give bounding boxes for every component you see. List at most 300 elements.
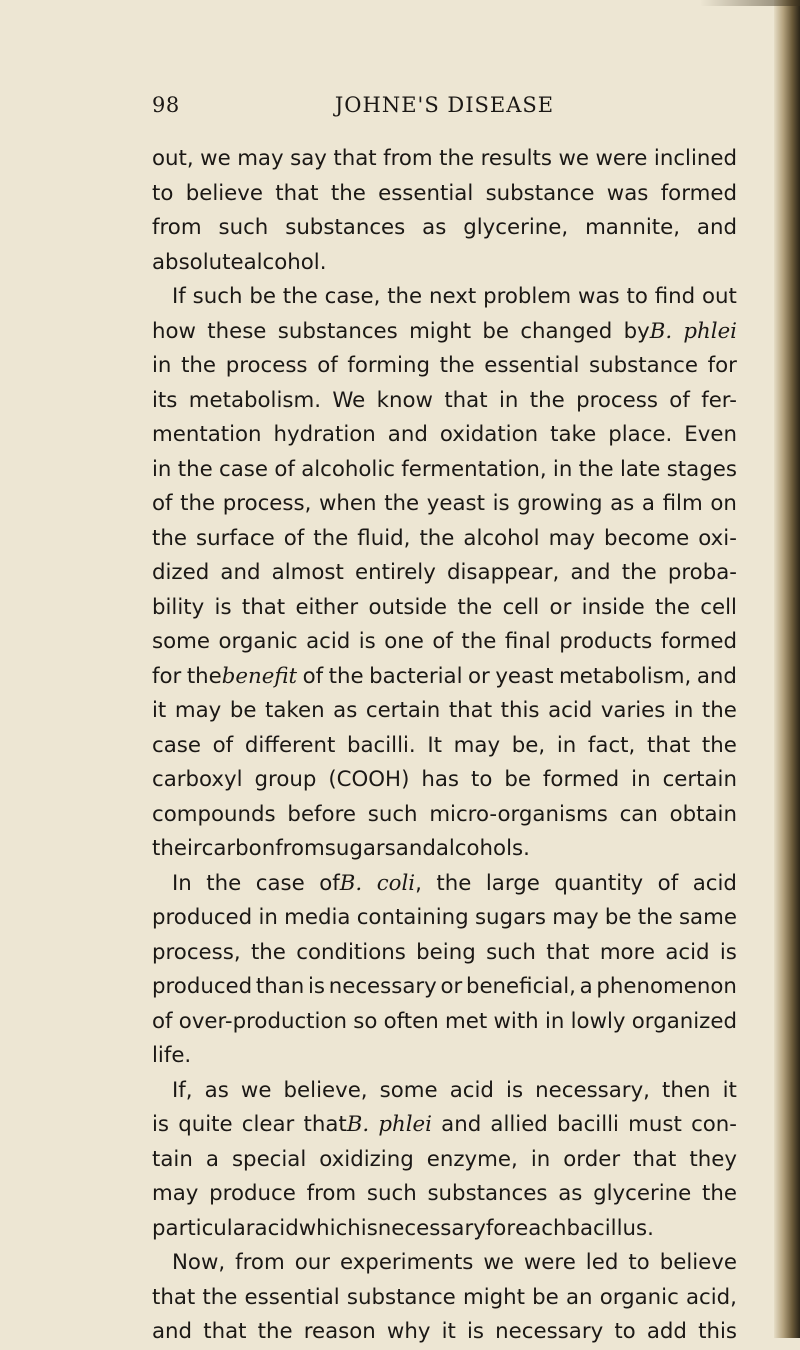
word: produced <box>152 974 253 999</box>
word: problem <box>483 284 572 309</box>
word: believe, <box>283 1077 368 1103</box>
word: in <box>152 456 172 482</box>
word: oxidation <box>439 422 539 447</box>
word: carboxyl <box>152 767 243 792</box>
word: cell <box>502 594 540 620</box>
word: oxi- <box>698 525 737 551</box>
word: we <box>483 1250 514 1275</box>
word: quite <box>178 1112 233 1137</box>
word: the <box>621 560 657 585</box>
word: alcohol <box>463 525 540 551</box>
word: that <box>241 594 286 620</box>
word: in <box>631 767 651 792</box>
word: from <box>152 215 202 240</box>
word: has <box>421 767 459 792</box>
word: organic <box>599 1284 679 1310</box>
text-line <box>152 832 737 867</box>
text-line <box>152 522 737 557</box>
word: of <box>302 663 324 689</box>
word: reason <box>303 1319 376 1344</box>
word: or <box>440 974 463 999</box>
word: such <box>367 801 418 827</box>
word: as <box>204 1077 229 1103</box>
word: alcoholic <box>301 456 395 482</box>
word: how <box>152 318 196 344</box>
word: same <box>678 905 737 930</box>
word: beneficial, <box>465 974 576 999</box>
word: bacilli. <box>346 732 416 758</box>
word: or <box>549 594 572 620</box>
text-line <box>152 211 737 246</box>
word: that <box>275 180 319 206</box>
word: cell <box>700 594 737 620</box>
word: is <box>719 939 737 965</box>
word: sugars <box>474 905 546 930</box>
word: from <box>275 836 325 861</box>
word: necessary, <box>535 1077 650 1103</box>
text-line <box>152 729 737 764</box>
word: is <box>360 1215 378 1241</box>
word: be <box>229 698 257 723</box>
text-line <box>152 315 737 350</box>
word: phenomenon <box>596 974 737 999</box>
word: it <box>722 1077 737 1103</box>
word: in <box>258 905 278 930</box>
word: is <box>358 629 376 654</box>
word: sugars <box>324 836 396 861</box>
word: the <box>655 594 690 620</box>
word: may <box>174 698 222 723</box>
word: that <box>633 1146 677 1172</box>
word: than <box>255 974 305 999</box>
word: were <box>595 146 648 171</box>
word: alcohol. <box>243 249 327 275</box>
word: the <box>701 698 737 723</box>
word: dized <box>152 560 210 585</box>
word: either <box>295 594 359 620</box>
word: some <box>152 629 210 654</box>
word: compounds <box>152 801 276 827</box>
text-line <box>152 280 737 315</box>
word: it <box>441 1319 456 1344</box>
word: order <box>563 1146 621 1172</box>
word: so <box>353 1008 378 1034</box>
word: formed <box>660 180 737 206</box>
word: these <box>207 318 267 344</box>
word: the <box>436 870 472 896</box>
word: containing <box>356 905 469 930</box>
word: substances <box>285 215 406 240</box>
word: the <box>202 1284 238 1310</box>
word: the <box>330 180 366 206</box>
word: process, <box>222 491 312 516</box>
word: must <box>628 1112 682 1137</box>
word: varies <box>600 698 666 723</box>
word: and <box>220 560 261 585</box>
word: mannite, <box>585 215 680 240</box>
word: disappear, <box>447 560 560 585</box>
word: necessary <box>328 974 437 999</box>
word: yeast <box>495 663 554 689</box>
word: the <box>282 284 318 309</box>
word: to <box>626 284 648 309</box>
word: next <box>429 284 477 309</box>
word: the <box>457 594 493 620</box>
word: clear <box>241 1112 295 1137</box>
word: In <box>172 870 192 896</box>
word: certain <box>365 698 441 723</box>
word: in <box>552 456 573 482</box>
word: they <box>689 1146 737 1172</box>
word: is <box>492 491 510 516</box>
word: on <box>710 491 737 516</box>
word: results <box>480 146 552 171</box>
word: and <box>570 560 611 585</box>
word: or <box>468 663 490 689</box>
word: we <box>240 1077 272 1103</box>
word: hydration <box>273 422 376 447</box>
word: byB. <box>623 318 673 344</box>
word: a <box>579 974 593 999</box>
word: might <box>409 318 472 344</box>
word: essential <box>244 1284 340 1310</box>
word: substances <box>427 1181 548 1206</box>
word: in <box>556 732 577 758</box>
word: stages <box>666 456 737 482</box>
word: tain <box>152 1146 193 1172</box>
word: that <box>152 1284 196 1310</box>
word: were <box>523 1250 576 1275</box>
word: phlei <box>683 318 737 344</box>
word: may <box>548 525 596 551</box>
word: formed <box>542 767 620 792</box>
word: was <box>578 284 620 309</box>
text-line <box>152 1143 737 1178</box>
text-line <box>152 246 737 281</box>
word: the <box>177 456 213 482</box>
text-line <box>152 453 737 488</box>
word: glycerine <box>593 1181 692 1206</box>
text-line <box>152 1074 737 1109</box>
word: produce <box>209 1181 296 1206</box>
page-number: 98 <box>152 93 180 117</box>
word: group <box>254 767 317 792</box>
word: forming <box>347 353 430 378</box>
word: might <box>462 1284 525 1310</box>
word: absolute <box>152 249 244 275</box>
word: acid <box>449 1077 494 1103</box>
word: proba- <box>667 560 737 585</box>
word: the <box>439 146 475 171</box>
word: the <box>461 629 497 654</box>
word: large <box>485 870 540 896</box>
word: in <box>673 698 694 723</box>
running-head: JOHNE'S DISEASE <box>334 93 555 117</box>
word: over-production <box>178 1008 347 1034</box>
word: inclined <box>653 146 737 171</box>
word: of <box>657 870 679 896</box>
word: one <box>384 629 424 654</box>
word: with <box>493 1008 539 1034</box>
word: particular <box>152 1215 255 1241</box>
word: If, <box>172 1077 193 1103</box>
word: that <box>333 146 377 171</box>
word: may <box>152 1181 199 1206</box>
text-line <box>152 1005 737 1040</box>
word: fact, <box>587 732 636 758</box>
word: outside <box>368 594 447 620</box>
word: is <box>308 974 326 999</box>
text-line <box>152 1177 737 1212</box>
text-line <box>152 901 737 936</box>
word: may <box>453 732 501 758</box>
text-line <box>152 142 737 177</box>
word: be <box>604 905 632 930</box>
word: necessary <box>495 1319 604 1344</box>
word: metabolism, <box>559 663 692 689</box>
word: is <box>214 594 232 620</box>
text-line <box>152 349 737 384</box>
word: substance <box>589 353 698 378</box>
word: organized <box>631 1008 737 1034</box>
text-line <box>152 798 737 833</box>
word: believe <box>185 180 263 206</box>
word: the <box>637 905 673 930</box>
word: metabolism. <box>188 387 321 413</box>
word: for <box>485 1215 516 1241</box>
word: can <box>619 801 658 827</box>
word: their <box>152 836 202 861</box>
word: is <box>506 1077 524 1103</box>
word: the <box>328 663 364 689</box>
word: acid <box>665 939 710 965</box>
word: being <box>416 939 476 965</box>
word: of <box>669 387 690 413</box>
word: yeast <box>426 491 485 516</box>
text-line <box>152 763 737 798</box>
word: coli, <box>376 870 422 896</box>
word: If <box>172 284 186 309</box>
word: con- <box>691 1112 737 1137</box>
word: mentation <box>152 422 262 447</box>
word: in <box>152 353 172 378</box>
body-text <box>152 142 737 1350</box>
word: growing <box>517 491 603 516</box>
word: of <box>152 1008 173 1034</box>
word: be <box>532 1284 559 1310</box>
word: the <box>181 353 217 378</box>
word: Even <box>684 422 737 447</box>
word: process <box>225 353 308 378</box>
word: changed <box>520 318 613 344</box>
word: process, <box>152 939 241 965</box>
word: fluid, <box>357 525 411 551</box>
word: fermentation, <box>401 456 547 482</box>
word: place. <box>608 422 673 447</box>
word: was <box>606 180 649 206</box>
word: we <box>558 146 589 171</box>
text-line <box>152 970 737 1005</box>
word: allied <box>490 1112 548 1137</box>
word: then <box>662 1077 711 1103</box>
word: be <box>249 284 276 309</box>
text-line <box>152 936 737 971</box>
text-line <box>152 694 737 729</box>
word: the <box>180 491 216 516</box>
page-corner-shadow <box>700 0 800 6</box>
word: be <box>504 767 531 792</box>
word: oxidizing <box>319 1146 414 1172</box>
word: and <box>696 663 737 689</box>
word: organic <box>218 629 298 654</box>
word: in <box>498 387 519 413</box>
word: before <box>287 801 356 827</box>
word: bacterial <box>369 663 463 689</box>
word: final <box>504 629 551 654</box>
word: the <box>257 1319 293 1344</box>
text-line <box>152 418 737 453</box>
word: to <box>470 767 493 792</box>
word: out, <box>152 146 194 171</box>
word: from <box>306 1181 357 1206</box>
word: essential <box>378 180 474 206</box>
word: products <box>559 629 653 654</box>
word: may <box>237 146 284 171</box>
word: different <box>244 732 336 758</box>
word: the <box>152 525 187 551</box>
word: the <box>387 284 423 309</box>
text-line <box>152 1246 737 1281</box>
word: alcohols. <box>435 836 530 861</box>
word: life. <box>152 1043 192 1068</box>
word: We <box>332 387 366 413</box>
word: for <box>707 353 737 378</box>
word: and <box>152 1319 193 1344</box>
word: ofB. <box>319 870 363 896</box>
word: from <box>383 146 433 171</box>
word: case <box>152 732 201 758</box>
word: and <box>387 422 428 447</box>
word: the <box>384 491 420 516</box>
word: take <box>550 422 597 447</box>
word: obtain <box>669 801 737 827</box>
word: that <box>444 387 488 413</box>
word: become <box>604 525 690 551</box>
word: the <box>529 387 565 413</box>
word: acid <box>254 1215 299 1241</box>
word: a <box>641 491 655 516</box>
word: this <box>500 698 540 723</box>
word: it <box>152 698 167 723</box>
word: acid <box>306 629 351 654</box>
text-line <box>152 660 737 695</box>
word: when <box>319 491 377 516</box>
text-line <box>152 1108 737 1143</box>
word: to <box>628 1250 650 1275</box>
word: fer- <box>701 387 737 413</box>
word: quantity <box>554 870 644 896</box>
word: formed <box>660 629 737 654</box>
word: micro-organisms <box>429 801 608 827</box>
word: substance <box>346 1284 456 1310</box>
text-line <box>152 1039 737 1074</box>
word: special <box>231 1146 307 1172</box>
word: bility <box>152 594 205 620</box>
word: we <box>200 146 231 171</box>
word: be <box>482 318 510 344</box>
word: acid <box>692 870 737 896</box>
word: experiments <box>339 1250 474 1275</box>
word: of <box>152 491 173 516</box>
word: acid <box>548 698 593 723</box>
word: glycerine, <box>463 215 569 240</box>
word: the <box>578 456 614 482</box>
word: say <box>290 146 327 171</box>
word: the <box>701 732 737 758</box>
word: late <box>619 456 661 482</box>
word: is <box>152 1112 170 1137</box>
word: of <box>283 525 305 551</box>
word: the <box>206 870 242 896</box>
word: add <box>646 1319 687 1344</box>
word: from <box>235 1250 285 1275</box>
word: (COOH) <box>328 767 410 792</box>
text-line <box>152 1281 737 1316</box>
text-line <box>152 1315 737 1350</box>
word: this <box>698 1319 737 1344</box>
text-line <box>152 625 737 660</box>
word: know <box>376 387 433 413</box>
word: the <box>250 939 286 965</box>
word: such <box>218 215 269 240</box>
word: out <box>702 284 737 309</box>
word: in <box>544 1008 565 1034</box>
text-line <box>152 487 737 522</box>
word: is <box>467 1319 485 1344</box>
word: that <box>448 698 493 723</box>
word: to <box>614 1319 636 1344</box>
word: a <box>205 1146 219 1172</box>
word: often <box>383 1008 439 1034</box>
word: and <box>696 215 737 240</box>
word: in <box>530 1146 551 1172</box>
text-line <box>152 177 737 212</box>
word: bacillus. <box>566 1215 654 1241</box>
word: led <box>585 1250 619 1275</box>
word: which <box>298 1215 361 1241</box>
word: almost <box>271 560 344 585</box>
word: find <box>654 284 696 309</box>
word: more <box>599 939 655 965</box>
word: of <box>212 732 234 758</box>
word: such <box>486 939 536 965</box>
word: such <box>366 1181 417 1206</box>
word: produced <box>152 905 253 930</box>
word: for <box>152 663 182 689</box>
word: as <box>422 215 447 240</box>
word: the <box>439 353 475 378</box>
word: inside <box>581 594 645 620</box>
word: met <box>445 1008 488 1034</box>
word: lowly <box>570 1008 626 1034</box>
word: thatB. <box>303 1112 370 1137</box>
word: case, <box>324 284 381 309</box>
word: necessary <box>377 1215 486 1241</box>
word: may <box>552 905 599 930</box>
word: that <box>203 1319 247 1344</box>
word: film <box>662 491 703 516</box>
word: certain <box>662 767 737 792</box>
